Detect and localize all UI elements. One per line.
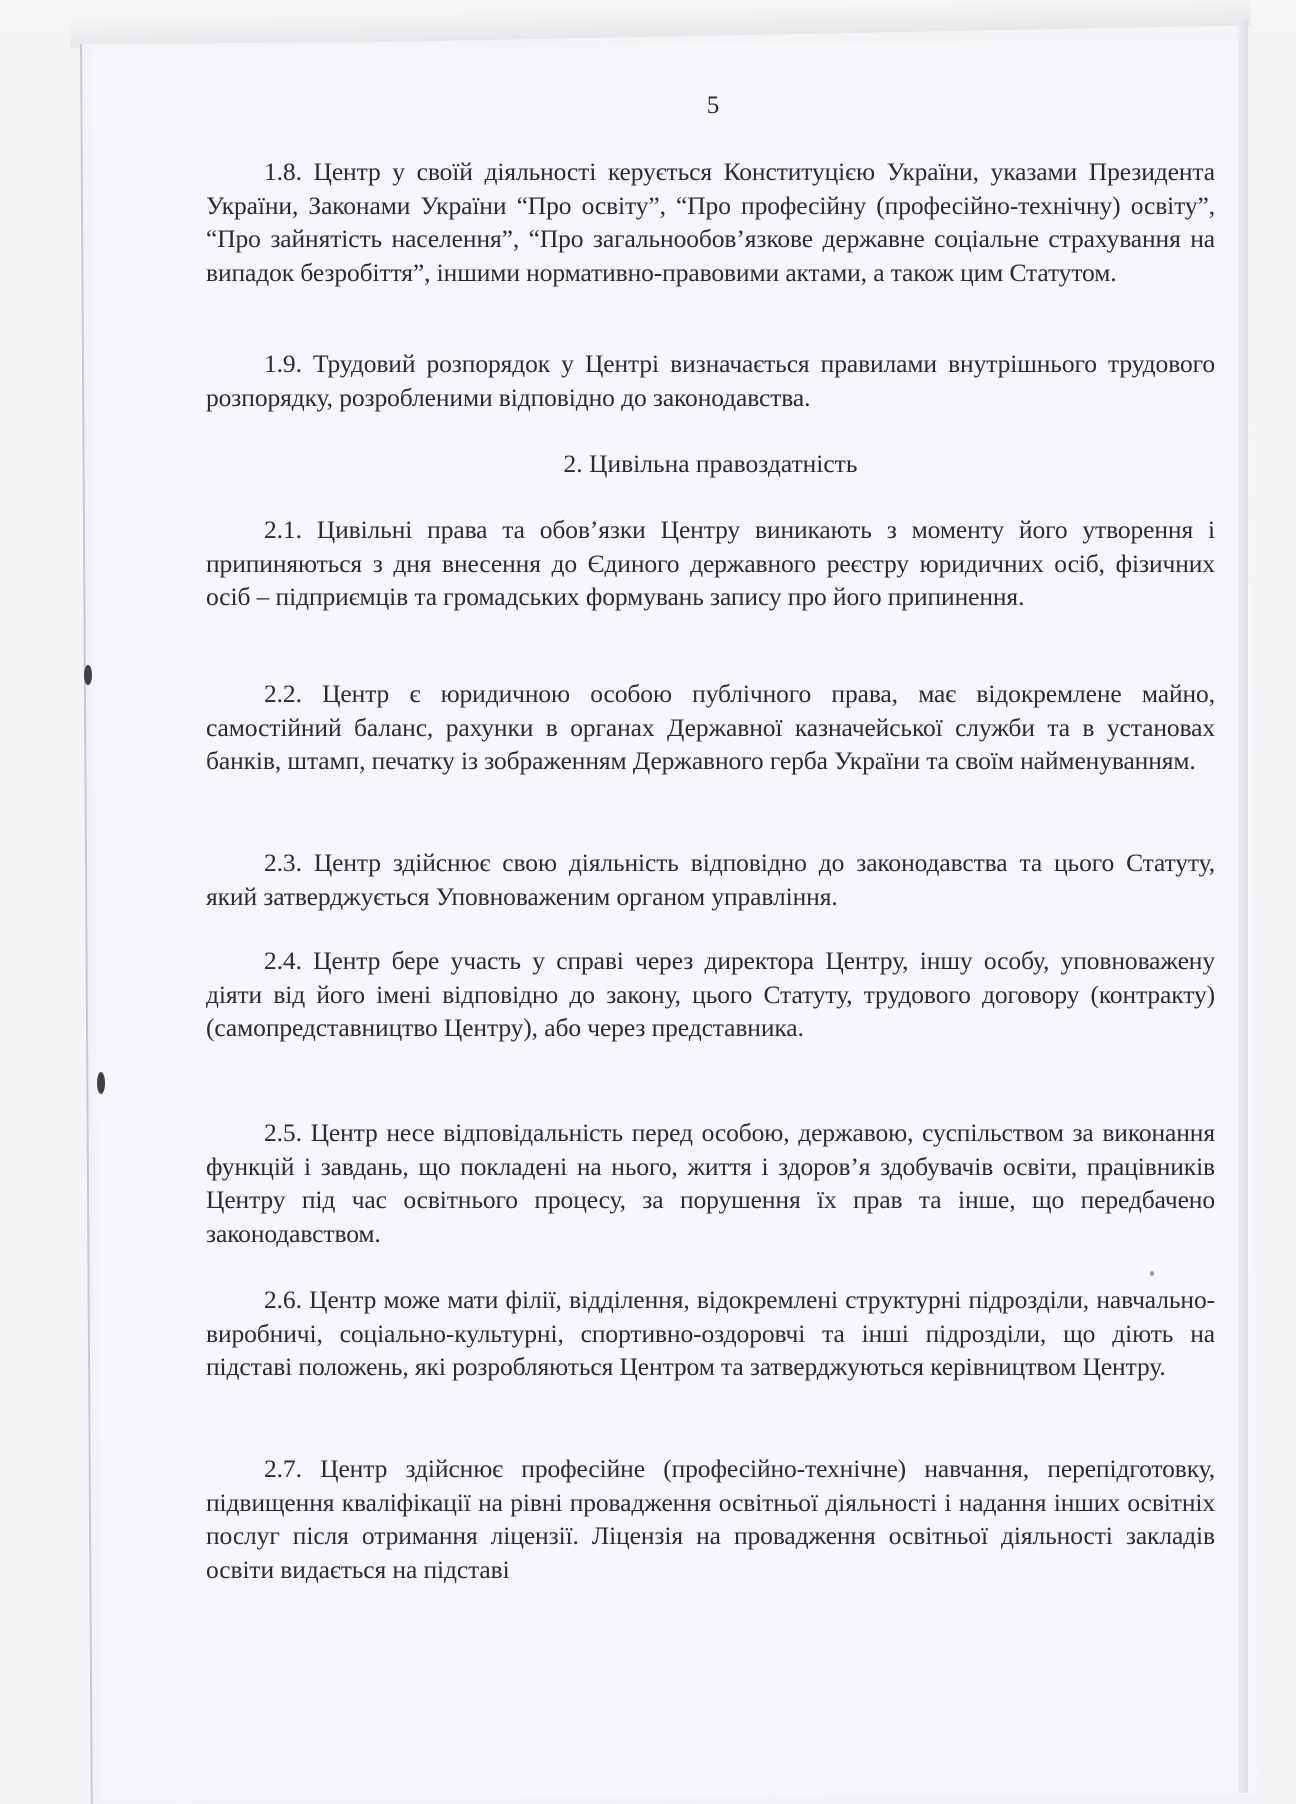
paragraph-1-8: 1.8. Центр у своїй діяльності керується Конституцією України, указами Президента України, Законами України “Про освіту”, “Про професійну (професійно-технічну) освіту”, “Про зайнятість населення”, “Про загальнообов’язкове державне соціальне страхування на випадок безробіття”, іншими нормативно-правовими актами, а також цим Статутом. xyxy=(206,157,1215,287)
paragraph-2-3: 2.3. Центр здійснює свою діяльність відповідно до законодавства та цього Статуту, який затверджується Уповноваженим органом управління. xyxy=(206,848,1215,911)
page-number: 5 xyxy=(706,92,720,119)
paragraph-2-7: 2.7. Центр здійснює професійне (професійно-технічне) навчання, перепідготовку, підвищення кваліфікації на рівні провадження освітньої діяльності і надання інших освітніх послуг після отримання ліцензії. Ліцензія на провадження освітньої діяльності закладів освіти видається на підставі xyxy=(206,1454,1215,1584)
paragraph-2-4: 2.4. Центр бере участь у справі через директора Центру, іншу особу, уповноважену діяти від його імені відповідно до закону, цього Статуту, трудового договору (контракту) (самопредставництво Центру), або через представника. xyxy=(206,946,1215,1042)
paragraph-1-9: 1.9. Трудовий розпорядок у Центрі визначається правилами внутрішнього трудового розпорядку, розробленими відповідно до законодавства. xyxy=(206,349,1215,412)
binding-hole-mark xyxy=(97,1072,105,1094)
scan-speck xyxy=(1150,1271,1154,1276)
paper-right-edge xyxy=(1238,20,1248,1793)
paragraph-2-5: 2.5. Центр несе відповідальність перед особою, державою, суспільством за виконання функцій і завдань, що покладені на нього, життя і здоров’я здобувачів освіти, працівників Центру під час освітнього процесу, за порушення їх прав та інше, що передбачено законодавством. xyxy=(206,1118,1215,1248)
paragraph-2-2: 2.2. Центр є юридичною особою публічного права, має відокремлене майно, самостійний баланс, рахунки в органах Державної казначейської служби та в установах банків, штамп, печатку із зображенням Державного герба України та своїм найменуванням. xyxy=(206,679,1215,775)
paragraph-2-1: 2.1. Цивільні права та обов’язки Центру виникають з моменту його утворення і припиняються з дня внесення до Єдиного державного реєстру юридичних осіб, фізичних осіб – підприємців та громадських формувань запису про його припинення. xyxy=(206,515,1215,611)
section-heading: 2. Цивільна правоздатність xyxy=(563,449,858,478)
paragraph-2-6: 2.6. Центр може мати філії, відділення, відокремлені структурні підрозділи, навчально-виробничі, соціально-культурні, спортивно-оздоровчі та інші підрозділи, що діють на підставі положень, які розробляються Центром та затверджуються керівництвом Центру. xyxy=(206,1285,1215,1381)
binding-hole-mark xyxy=(84,665,92,685)
